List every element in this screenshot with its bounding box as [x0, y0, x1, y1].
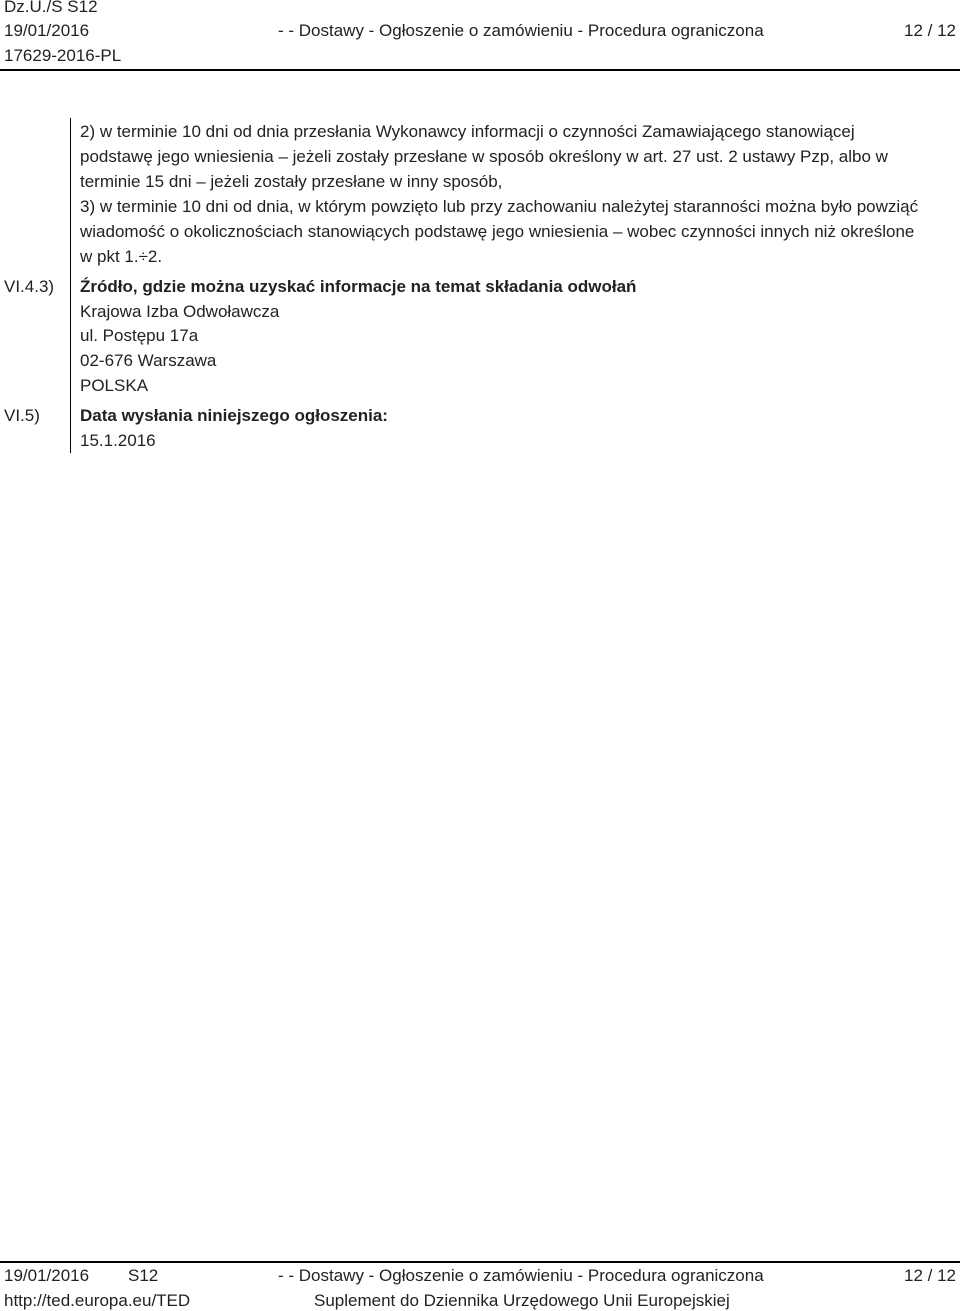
- text-line: 2) w terminie 10 dni od dnia przesłania Wykonawcy informacji o czynności Zamawiającego stanowiącej: [80, 122, 855, 141]
- footer-url[interactable]: http://ted.europa.eu/TED: [4, 1291, 191, 1310]
- footer-date: 19/01/2016: [4, 1266, 90, 1285]
- section-divider-line: [70, 118, 71, 453]
- text-line: 3) w terminie 10 dni od dnia, w którym powzięto lub przy zachowaniu należytej staranności można było powziąć: [80, 197, 919, 216]
- text-line: wiadomość o okolicznościach stanowiących podstawę jego wniesienia – wobec czynności innych niż określone: [80, 222, 915, 241]
- text-line: w pkt 1.÷2.: [80, 247, 163, 266]
- header-journal-ref: Dz.U./S S12: [4, 0, 98, 16]
- address-line: Krajowa Izba Odwoławcza: [80, 302, 280, 321]
- header-date: 19/01/2016: [4, 21, 90, 40]
- section-heading: Data wysłania niniejszego ogłoszenia:: [80, 406, 388, 425]
- text-line: podstawę jego wniesienia – jeżeli zostały przesłane w sposób określony w art. 27 ust. 2 ustawy Pzp, albo w: [80, 147, 888, 166]
- header-doc-id: 17629-2016-PL: [4, 46, 122, 65]
- footer-title: - - Dostawy - Ogłoszenie o zamówieniu - Procedura ograniczona: [278, 1266, 764, 1285]
- footer-rule: [0, 1261, 960, 1263]
- header-rule: [0, 69, 960, 71]
- dispatch-date: 15.1.2016: [80, 431, 156, 450]
- section-label: VI.5): [4, 406, 40, 425]
- address-line: 02-676 Warszawa: [80, 351, 217, 370]
- section-heading: Źródło, gdzie można uzyskać informacje na temat składania odwołań: [80, 277, 637, 296]
- header-page: 12 / 12: [904, 21, 956, 40]
- address-line: ul. Postępu 17a: [80, 326, 199, 345]
- footer-supplement: Suplement do Dziennika Urzędowego Unii Europejskiej: [314, 1291, 730, 1310]
- header-title: - - Dostawy - Ogłoszenie o zamówieniu - Procedura ograniczona: [278, 21, 764, 40]
- section-label: VI.4.3): [4, 277, 55, 296]
- footer-page: 12 / 12: [904, 1266, 956, 1285]
- text-line: terminie 15 dni – jeżeli zostały przesłane w inny sposób,: [80, 172, 503, 191]
- footer-series: S12: [128, 1266, 159, 1285]
- address-line: POLSKA: [80, 376, 149, 395]
